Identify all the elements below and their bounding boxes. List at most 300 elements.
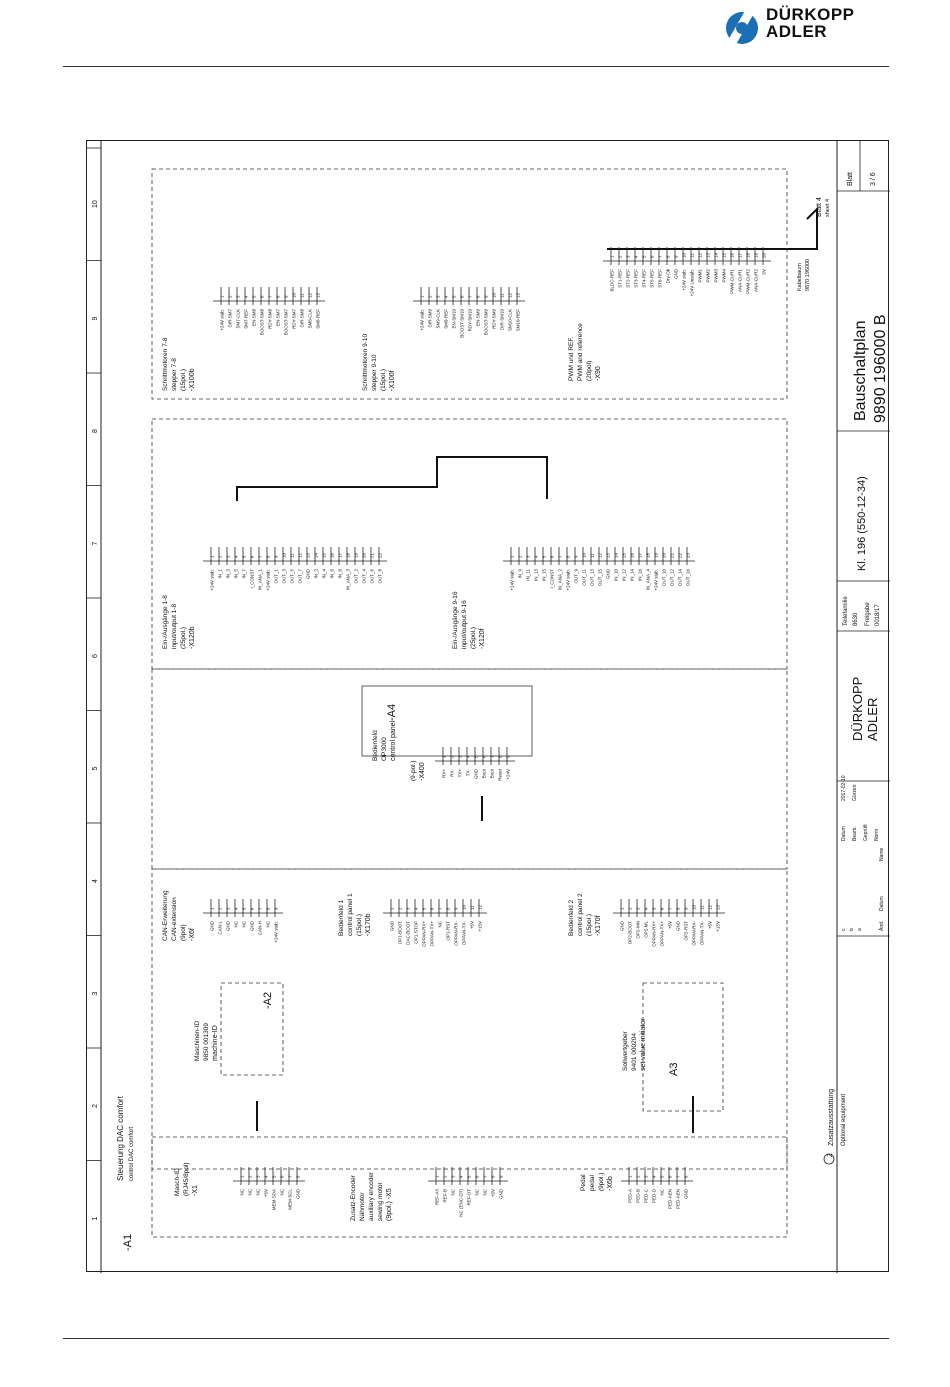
- main-unit-title-en: control DAC comfort: [129, 1126, 135, 1181]
- connector-x5-pins-pin-number: 1: [434, 1175, 440, 1178]
- title-x5: sewing motor: [377, 1182, 384, 1221]
- schematic-sheet: [86, 140, 889, 1272]
- connector-x6-pins: [621, 1167, 693, 1209]
- connector-x100f-pins-pin-label: SM9-REF: [443, 309, 449, 329]
- connector-x1-pins-pin-label: NC: [279, 1189, 285, 1196]
- title-x1: -X1: [192, 1185, 199, 1196]
- title-x100f: Schrittmotoren 9-10: [362, 333, 369, 391]
- title-a2: machine-ID: [212, 1025, 219, 1061]
- brand-name-line2: ADLER: [766, 22, 828, 41]
- title-x90: -X90: [595, 366, 602, 381]
- connector-x90-pins-pin-number: 3: [625, 255, 631, 258]
- connector-x6-pins-pin-number: 5: [659, 1175, 665, 1178]
- tb-aend-label: Änd.: [879, 920, 885, 931]
- connector-x120f-pins-pin-label: OUT_15: [597, 569, 603, 587]
- tb-rev-row: b: [849, 928, 855, 931]
- connector-x90-pins-pin-label: ANA-CUR1: [737, 269, 743, 293]
- connector-x170f-pins-pin-label: OP2-MN: [635, 921, 641, 939]
- brand-name-line1: DÜRKOPP: [766, 5, 855, 24]
- tb-title: Bauschaltplan: [852, 320, 869, 421]
- title-x170b: Bedienfeld 1: [338, 899, 345, 936]
- grid-number-7: 7: [92, 541, 99, 546]
- connector-x6-pins-pin-label: PED-B: [635, 1189, 641, 1203]
- connector-x170f-pins-pin-label: OPPAN-RX-: [691, 921, 697, 946]
- connector-x100b-pins-pin-label: BOOST-SM7: [283, 309, 289, 336]
- tb-number: 9890 196000 B: [872, 314, 889, 423]
- connector-x90-pins-pin-number: 6: [649, 255, 655, 258]
- connector-x120b-pins-pin-number: 20: [361, 552, 367, 558]
- connector-x6-pins-pin-label: PED-AEN: [667, 1189, 673, 1210]
- connector-x400-pins-pin-label: GND: [473, 769, 479, 779]
- connector-x120f-pins-pin-number: 3: [525, 555, 531, 558]
- title-x6: -X6b: [607, 1176, 614, 1191]
- connector-x170f-pins-pin-number: 4: [643, 907, 649, 910]
- connector-x61-pins-pin-label: GND: [249, 921, 255, 931]
- title-x400: -X400: [419, 762, 426, 781]
- title-a2: Maschinen-ID: [194, 1020, 201, 1061]
- connector-x120b-pins-pin-label: OUT_1: [273, 569, 279, 584]
- connector-x170b-pins-pin-label: NC: [437, 921, 443, 928]
- legend-symbol: Z: [828, 1153, 834, 1157]
- title-x1: Masch-ID: [174, 1168, 181, 1196]
- connector-x100f-pins-pin-label: RDY-SM9: [491, 309, 497, 329]
- connector-x90-pins-pin-number: 2: [617, 255, 623, 258]
- dashbox-mid: [152, 669, 787, 869]
- connector-x120b-pins-pin-number: 2: [217, 555, 223, 558]
- connector-x120b-pins-pin-number: 14: [313, 552, 319, 558]
- title-x170b: -X170b: [365, 913, 372, 936]
- connector-x170b-pins-pin-number: 2: [397, 907, 403, 910]
- connector-x6-pins-pin-label: PED-AEN: [675, 1189, 681, 1210]
- connector-x120b-pins-pin-label: OUT_8: [377, 569, 383, 584]
- connector-x5-pins-pin-number: 7: [482, 1175, 488, 1178]
- connector-x100f-pins-pin-number: 4: [443, 295, 449, 298]
- connector-x400-pins-pin-label: Boot: [489, 769, 495, 779]
- connector-x100b-pins-pin-number: 12: [307, 292, 313, 298]
- connector-x120f-pins-pin-label: OUT_10: [661, 569, 667, 587]
- connector-x1-pins-pin-label: NC: [239, 1189, 245, 1196]
- connector-x61-pins-pin-label: GND: [225, 921, 231, 931]
- connector-x61-pins-pin-label: NC: [241, 921, 247, 928]
- connector-x120b-pins-pin-label: +24V stab.: [265, 569, 271, 591]
- connector-x170b-pins-pin-label: OPPAN-RX-: [453, 921, 459, 946]
- connector-x90-pins-pin-label: ST2-REF: [625, 269, 631, 288]
- connector-x100f-pins-pin-number: 11: [499, 293, 505, 298]
- connector-x90-pins-pin-number: 13: [705, 252, 711, 258]
- title-x120b: Ein-/Ausgänge 1-8: [162, 595, 169, 649]
- connector-x100b-pins-pin-label: EN-SM7: [275, 309, 281, 327]
- connector-x90-pins-pin-label: GND: [673, 269, 679, 279]
- connector-x120b-pins-pin-label: OUT_3: [281, 569, 287, 584]
- title-a2: 9850 001309: [203, 1023, 210, 1061]
- title-x170b: (15pol.): [356, 913, 363, 936]
- connector-x120b-pins-pin-number: 5: [241, 555, 247, 558]
- connector-x90-pins-pin-number: 4: [633, 255, 639, 258]
- connector-x400-pins-pin-number: 8: [497, 755, 503, 758]
- connector-x120b-pins-pin-label: IN_1: [217, 569, 223, 579]
- connector-x6-pins-pin-number: 8: [683, 1175, 689, 1178]
- connector-x5-pins-pin-label: REF-B: [442, 1189, 448, 1203]
- connector-x170f-pins-pin-label: GND: [675, 921, 681, 931]
- title-a3: Sollwertgeber: [622, 1031, 629, 1071]
- connector-x120b-pins-pin-label: OUT_5: [289, 569, 295, 584]
- connector-x90-pins-pin-number: 9: [673, 255, 679, 258]
- connector-x1-pins-pin-label: NC: [247, 1189, 253, 1196]
- connector-x120b-pins-pin-number: 4: [233, 555, 239, 558]
- connector-x170f-pins-pin-label: +5V: [707, 921, 713, 930]
- connector-x90-pins: [603, 247, 771, 296]
- connector-x120b-pins-pin-number: 1: [209, 555, 215, 558]
- connector-x400-pins-pin-label: Reset: [497, 769, 503, 781]
- connector-x120b-pins-pin-number: 10: [281, 552, 287, 558]
- connector-x170b-pins-pin-label: OPPAN-TX+: [429, 921, 435, 947]
- title-x100f: stepper 9-10: [371, 354, 378, 391]
- connector-x120b-pins-pin-number: 16: [329, 552, 335, 558]
- title-x90: PWM and reference: [577, 323, 584, 381]
- connector-x100f-pins-pin-label: BOOST-SM9: [483, 309, 489, 336]
- connector-x90-pins-pin-label: ST3-REF: [633, 269, 639, 288]
- connector-x170f-pins-pin-number: 13: [715, 904, 721, 910]
- tb-blatt-label: Blatt: [847, 171, 854, 186]
- connector-x120f-pins-pin-number: 16: [629, 552, 635, 558]
- connector-x400-pins-pin-number: 4: [465, 755, 471, 758]
- connector-x170b-pins-pin-label: OPPAN-RX+: [421, 921, 427, 947]
- connector-x100b-pins-pin-number: 5: [251, 295, 257, 298]
- connector-x120b-pins-pin-number: 22: [377, 552, 383, 558]
- connector-x1-pins-pin-number: 7: [287, 1175, 293, 1178]
- connector-x120b-pins-pin-label: OUT_2: [353, 569, 359, 584]
- connector-x120f-pins-pin-number: 13: [605, 552, 611, 558]
- connector-x90-pins-pin-label: Dry-Ok: [665, 269, 671, 284]
- connector-x61-pins-pin-number: 1: [209, 907, 215, 910]
- tb-teilefamilie: 8630: [853, 612, 859, 626]
- connector-x100b-pins: [213, 287, 325, 335]
- connector-x100f-pins-pin-number: 8: [475, 295, 481, 298]
- connector-x120f-pins-pin-number: 17: [637, 552, 643, 558]
- connector-x170b-pins-pin-number: 10: [461, 904, 467, 910]
- connector-x170f-pins-pin-number: 11: [699, 905, 705, 910]
- connector-x1-pins-pin-number: 6: [279, 1175, 285, 1178]
- connector-x400-pins-pin-label: +24V: [505, 769, 511, 780]
- connector-x100b-pins-pin-label: DIR-SM8: [299, 309, 305, 328]
- connector-x100b-pins-pin-label: RDY-SM7: [291, 309, 297, 329]
- connector-x90-pins-pin-label: 5V: [761, 269, 767, 275]
- connector-x5-pins-pin-number: 8: [490, 1175, 496, 1178]
- connector-x100f-pins-pin-label: SM10-CLK: [507, 309, 513, 332]
- connector-x400-pins-pin-label: Boot: [481, 769, 487, 779]
- title-x120b: input/output 1-8: [171, 603, 178, 649]
- connector-x170b-pins-pin-number: 1: [389, 907, 395, 910]
- connector-x1-pins-pin-number: 3: [255, 1175, 261, 1178]
- title-x5: (9pol.) -X5: [386, 1188, 393, 1221]
- connector-x90-pins-pin-number: 15: [721, 252, 727, 258]
- connector-x120b-pins-pin-label: IN_3: [225, 569, 231, 579]
- connector-x100f-pins-pin-label: +24V stab.: [419, 309, 425, 331]
- title-x170b: control panel 1: [347, 893, 354, 936]
- grid-number-4: 4: [92, 879, 99, 883]
- sheet-ref-label: Blatt 4: [816, 197, 823, 217]
- connector-x120b-pins-pin-label: IN_ANA_3: [345, 569, 351, 591]
- connector-x120b-pins-pin-label: IN_8: [337, 569, 343, 579]
- tb-class: Kl. 196 (550-12-34): [856, 476, 868, 571]
- connector-x6-pins-pin-label: PED-D: [651, 1189, 657, 1204]
- legend-text-de: Zusatzausstattung: [828, 1088, 835, 1146]
- connector-x120f-pins-pin-label: IN_15: [541, 569, 547, 582]
- grid-number-3: 3: [92, 991, 99, 996]
- title-a3: 9401 000204: [631, 1033, 638, 1071]
- connector-x5-pins-pin-label: GND: [498, 1189, 504, 1199]
- connector-x5-pins-pin-label: NC (ENC-DT): [458, 1189, 464, 1217]
- connector-x100b-pins-pin-number: 13: [315, 292, 321, 298]
- connector-x400-pins-pin-label: RX-: [449, 769, 455, 777]
- dashbox-bottom: [152, 1137, 787, 1237]
- connector-x100f-pins-pin-number: 6: [459, 295, 465, 298]
- connector-x1-pins-pin-label: NC: [255, 1189, 261, 1196]
- connector-x120f-pins-pin-number: 11: [589, 553, 595, 558]
- connector-x170b-pins-pin-number: 9: [453, 907, 459, 910]
- tb-rev-row: a: [857, 928, 863, 931]
- connector-x170f-pins-pin-label: +15V: [715, 921, 721, 932]
- connector-x61-pins-pin-label: CAN-L: [217, 921, 223, 935]
- connector-x120f-pins-pin-label: IN_13: [533, 569, 539, 582]
- connector-x170f-pins-pin-label: OP2-BOOT: [627, 921, 633, 945]
- connector-x100f-pins-pin-label: SM10-REF: [515, 309, 521, 332]
- connector-x5-pins-pin-number: 3: [450, 1175, 456, 1178]
- connector-blocks: [152, 169, 787, 1237]
- connector-x170b-pins-pin-label: GND: [389, 921, 395, 931]
- connector-x170f-pins-pin-number: 5: [651, 907, 657, 910]
- connector-x1-pins-pin-number: 1: [239, 1175, 245, 1178]
- connector-x170b-pins-pin-label: OP1-BOOT: [397, 921, 403, 945]
- connector-x170b-pins-pin-number: 3: [405, 907, 411, 910]
- connector-x90-pins-pin-number: 17: [737, 252, 743, 258]
- connector-x170b-pins-pin-label: OP1-RST: [445, 921, 451, 941]
- connector-x120f-pins-pin-number: 4: [533, 555, 539, 558]
- tb-freigabe-label: Freigabe: [865, 602, 871, 626]
- connector-x400-pins-pin-number: 7: [489, 755, 495, 758]
- cable-label: Kabelbaum: [797, 263, 803, 291]
- connector-x6-pins-pin-label: NC: [659, 1189, 665, 1196]
- connector-x170b-pins-pin-label: OP1-STOP: [413, 921, 419, 944]
- connector-x100f-pins-pin-label: DIR-SM10: [499, 309, 505, 331]
- grid-number-8: 8: [92, 429, 99, 433]
- connector-x170f-pins-pin-number: 6: [659, 907, 665, 910]
- tb-row-label: Bearb.: [852, 826, 858, 841]
- connector-x120b-pins-pin-label: IN_7: [241, 569, 247, 579]
- tb-row-value: Gürzen: [852, 784, 858, 801]
- connector-x5-pins-pin-label: REF-DT: [466, 1189, 472, 1206]
- title-x5: Zusatz-Encoder: [350, 1175, 357, 1221]
- connector-x100f-pins-pin-number: 9: [483, 295, 489, 298]
- title-x120f: Ein-/Ausgänge 9-16: [452, 591, 459, 649]
- connector-x5-pins-pin-number: 2: [442, 1175, 448, 1178]
- connector-x100f-pins-pin-number: 3: [435, 295, 441, 298]
- connector-x120f-pins-pin-label: OUT_16: [685, 569, 691, 587]
- connector-x6-pins-pin-number: 4: [651, 1175, 657, 1178]
- connector-x90-pins-pin-label: +24V Unstab.: [689, 269, 695, 297]
- connector-x90-pins-pin-label: PWM1: [697, 269, 703, 283]
- title-x90: (20pol): [586, 360, 593, 381]
- connector-x100b-pins-pin-number: 11: [299, 293, 305, 298]
- connector-x100b-pins-pin-label: SM7-REF: [243, 309, 249, 329]
- connector-x90-pins-pin-number: 1: [609, 255, 615, 258]
- brand-name: [766, 6, 855, 40]
- title-x100b: stepper 7-8: [171, 358, 178, 391]
- connector-x120b-pins-pin-label: GND: [305, 569, 311, 579]
- connector-x170b-pins-pin-label: +5V: [469, 921, 475, 930]
- connector-x90-pins-pin-label: BLDC-REF: [609, 269, 615, 292]
- title-x90: PWM und REF.: [568, 336, 575, 381]
- connector-x120f-pins-pin-number: 2: [517, 555, 523, 558]
- connector-x170b-pins-pin-number: 4: [413, 907, 419, 910]
- connector-x120f-pins-pin-label: IN_ANA_4: [645, 569, 651, 591]
- connector-x400-pins-pin-label: TX+: [457, 769, 463, 778]
- connector-x1-pins-pin-label: +5V: [263, 1189, 269, 1198]
- connector-x1-pins-pin-label: MEM-SCL: [287, 1189, 293, 1210]
- connector-x6-pins-pin-number: 2: [635, 1175, 641, 1178]
- grid-number-1: 1: [92, 1216, 99, 1221]
- connector-x120f-pins-pin-label: IN_14: [629, 569, 635, 582]
- connector-x100b-pins-pin-number: 6: [259, 295, 265, 298]
- connector-x5-pins: [428, 1167, 508, 1217]
- title-x170f: (15pol.): [586, 913, 593, 936]
- footer-rule: [63, 1338, 889, 1339]
- connector-x400-pins-pin-label: RX+: [441, 769, 447, 778]
- connector-x120b-pins: [203, 547, 387, 591]
- connector-x170b-pins-pin-label: OPPAN-TX-: [461, 921, 467, 946]
- connector-x120f-pins-pin-label: IN_11: [525, 569, 531, 581]
- connector-x90-pins-pin-label: PWM-CUR2: [745, 269, 751, 294]
- connector-x170f-pins-pin-label: +5V: [667, 921, 673, 930]
- title-x100b: (15pol.): [180, 368, 187, 391]
- title-x61: -X6f: [189, 928, 196, 941]
- tb-row-label: Datum: [841, 826, 847, 841]
- connector-x1-pins-pin-number: 8: [295, 1175, 301, 1178]
- tb-name-label: Name: [879, 847, 885, 861]
- connector-x100b-pins-pin-label: DIR-SM7: [227, 309, 233, 328]
- connector-x61-pins-pin-number: 6: [249, 907, 255, 910]
- sheet-ref-label-en: sheet 4: [825, 198, 831, 217]
- connector-x400-pins-pin-number: 2: [449, 755, 455, 758]
- title-x170f: -X170f: [595, 915, 602, 936]
- connector-x100b-pins-pin-label: SM7-CLK: [235, 309, 241, 329]
- connector-x61-pins-pin-number: 3: [225, 907, 231, 910]
- connector-x61-pins-pin-label: CAN-H: [257, 921, 263, 936]
- title-x120f: (25pol.): [470, 626, 477, 649]
- connector-x90-pins-pin-label: ST5-REF: [649, 269, 655, 288]
- bus-sheet4: [607, 209, 817, 249]
- tb-freigabe: 0018/17: [875, 604, 881, 626]
- connector-x120b-pins-pin-label: IN_6: [329, 569, 335, 579]
- connector-x100b-pins-pin-number: 3: [235, 295, 241, 298]
- connector-x120b-pins-pin-number: 3: [225, 555, 231, 558]
- connector-x170f-pins-pin-number: 7: [667, 907, 673, 910]
- connector-x5-pins-pin-number: 9: [498, 1175, 504, 1178]
- title-x5: Nähmotor: [359, 1192, 366, 1221]
- tb-blatt: 3 / 6: [870, 172, 877, 186]
- connector-x61-pins-pin-number: 9: [273, 907, 279, 910]
- connector-x170f-pins-pin-number: 9: [683, 907, 689, 910]
- connector-x100f-pins-pin-label: BOOST-SM10: [459, 309, 465, 338]
- device-a3-id: A3: [668, 1062, 680, 1076]
- connector-x5-pins-pin-number: 4: [458, 1175, 464, 1178]
- connector-x90-pins-pin-number: 19: [753, 252, 759, 258]
- connector-x90-pins-pin-label: PWM-CUR1: [729, 269, 735, 294]
- connector-x90-pins-pin-number: 16: [729, 252, 735, 258]
- wire-harness: [237, 209, 817, 1133]
- connector-x120f-pins-pin-number: 22: [677, 552, 683, 558]
- connector-x170b-pins-pin-number: 5: [421, 907, 427, 910]
- connector-x6-pins-pin-number: 3: [643, 1175, 649, 1178]
- connector-x90-pins-pin-label: PWM2: [705, 269, 711, 283]
- title-x120b: (25pol.): [180, 626, 187, 649]
- connector-x100b-pins-pin-number: 8: [275, 295, 281, 298]
- connector-x61-pins-pin-number: 4: [233, 907, 239, 910]
- connector-x120f-pins-pin-label: OUT_12: [669, 569, 675, 587]
- connector-x100b-pins-pin-number: 9: [283, 295, 289, 298]
- connector-x90-pins-pin-number: 11: [689, 253, 695, 258]
- connector-x100f-pins-pin-number: 2: [427, 295, 433, 298]
- title-x400: (9-pol.): [410, 760, 417, 781]
- connector-x6-pins-pin-number: 1: [627, 1175, 633, 1178]
- tb-row-label: Geprüft: [863, 824, 869, 841]
- connector-x100b-pins-pin-label: EN-SM8: [251, 309, 257, 327]
- connector-x120f-pins-pin-label: IN_ANA_2: [557, 569, 563, 591]
- title-x170f: Bedienfeld 2: [568, 899, 575, 936]
- connector-x6-pins-pin-label: GND: [683, 1189, 689, 1199]
- connector-x90-pins-pin-number: 5: [641, 255, 647, 258]
- connector-x90-pins-pin-number: 14: [713, 252, 719, 258]
- connector-x100b-pins-pin-number: 7: [267, 295, 273, 298]
- connector-x120b-pins-pin-number: 8: [265, 555, 271, 558]
- connector-x100b-pins-pin-label: BOOST-SM8: [259, 309, 265, 336]
- connector-x400-pins-pin-number: 6: [481, 755, 487, 758]
- connector-x120f-pins-pin-label: IN_10: [613, 569, 619, 582]
- connector-x90-pins-pin-number: 8: [665, 255, 671, 258]
- connector-x120f-pins-pin-label: +24V stab.: [509, 569, 515, 591]
- connector-x6-pins-pin-number: 7: [675, 1175, 681, 1178]
- connector-x100f-pins: [413, 287, 525, 338]
- connector-x90-pins-pin-number: 18: [745, 252, 751, 258]
- dashbox-lower: [152, 869, 787, 1169]
- brand-logo-icon: [726, 6, 766, 50]
- title-a3: set value initiator: [640, 1018, 647, 1071]
- connector-x120f-pins-pin-number: 1: [509, 555, 515, 558]
- connector-x90-pins-pin-label: ST1-REF: [617, 269, 623, 288]
- connector-x100b-pins-pin-label: SM8-CLK: [307, 309, 313, 329]
- connector-x100b-pins-pin-number: 10: [291, 292, 297, 298]
- connector-x100b-pins-pin-label: +24V stab.: [219, 309, 225, 331]
- dashbox-set-value: [643, 983, 723, 1111]
- connector-x120b-pins-pin-number: 17: [337, 552, 343, 558]
- connector-x120f-pins-pin-number: 10: [581, 552, 587, 558]
- connector-x120f-pins-pin-number: 6: [549, 555, 555, 558]
- connector-x170b-pins-pin-number: 8: [445, 907, 451, 910]
- title-x120f: input/output 9-16: [461, 600, 468, 649]
- connector-x5-pins-pin-label: +5V: [490, 1189, 496, 1198]
- connector-x120b-pins-pin-number: 7: [257, 555, 263, 558]
- title-x6: (9pol.): [598, 1172, 605, 1191]
- connector-x170b-pins: [383, 899, 487, 947]
- connector-x61-pins: [203, 899, 283, 943]
- connector-x120f-pins-pin-number: 19: [653, 552, 659, 558]
- connector-x400-pins-pin-number: 9: [505, 755, 511, 758]
- connector-x170f-pins-pin-label: OPPAN-TX+: [659, 921, 665, 947]
- connector-x100b-pins-pin-label: RDY-SM8: [267, 309, 273, 329]
- title-x100b: Schrittmotoren 7-8: [162, 337, 169, 391]
- grid-number-5: 5: [92, 766, 99, 771]
- connector-x5-pins-pin-number: 5: [466, 1175, 472, 1178]
